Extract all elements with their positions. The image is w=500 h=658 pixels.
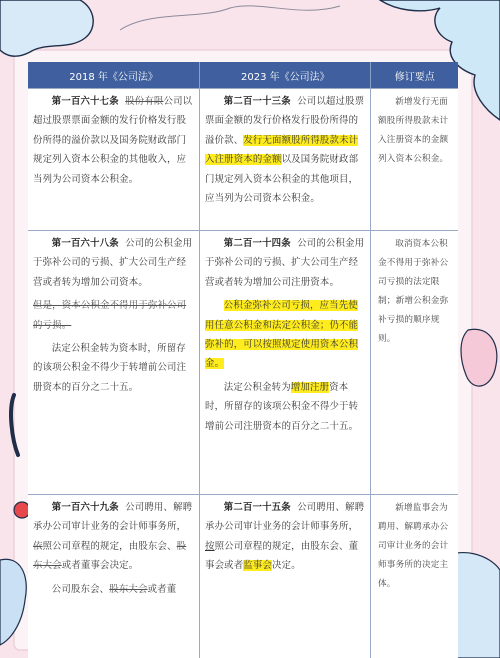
article-text: 以及国务院财政部门规定列入资本公积金的其他项目，应当列为公司资本公积金。 [205, 154, 359, 205]
article-text: 公司的公积金用于弥补公司的亏损、扩大公司生产经营或者转为增加公司资本。 [33, 238, 193, 288]
highlighted-text: 发行无面额股所得股款未计入注册资本的金额 [205, 134, 359, 166]
article-text: 决定。 [272, 560, 301, 572]
revision-note [371, 89, 458, 230]
article-text: 公司聘用、解聘承办公司审计业务的会计师事务所， [33, 502, 193, 533]
highlighted-text: 公积金弥补公司亏损，应当先使用任意公积金和法定公积金；仍不能弥补的，可以按照规定使用资本公积金。 [205, 300, 359, 370]
article-text: 公司以超过股票票面金额的发行价格发行股份所得的溢价款、 [205, 96, 365, 146]
old-article-168 [28, 231, 200, 494]
article-text: 法定公积金转为资本时，所留存的该项公积金不得少于转增前公司注册资本的百分之二十五。 [33, 343, 187, 393]
article-text: 法定公积金转为 [223, 381, 291, 393]
header-2023: 2023 年《公司法》 [200, 62, 371, 88]
article-title: 第一百六十七条 [51, 96, 119, 107]
article-text: 照公司章程的规定，由股东会、 [42, 540, 177, 552]
article-text: 或者董事会决定。 [61, 560, 139, 572]
article-text: 资本时，所留存的该项公积金不得少于转增前公司注册资本的百分之二十五。 [205, 381, 359, 432]
comparison-document [28, 62, 458, 658]
table-row [28, 230, 458, 494]
article-text: 公司股东会、 [51, 583, 110, 595]
article-title: 第一百六十八条 [51, 238, 119, 249]
deleted-text: 股份有限 [125, 96, 164, 107]
article-text: 照公司章程的规定，由股东会、董事会或者 [205, 540, 359, 572]
article-text: 公司以超过股票票面金额的发行价格发行股份所得的溢价款以及国务院财政部门规定列入资本公积金的其他收入，应当列为公司资本公积金。 [33, 96, 193, 185]
note-text: 新增监事会为聘用、解聘承办公司审计业务的会计师事务所的决定主体。 [378, 503, 449, 589]
header-notes: 修订要点 [394, 71, 435, 83]
note-text: 取消资本公积金不得用于弥补公司亏损的法定限制；新增公积金弥补亏损的顺序规则。 [378, 239, 449, 344]
old-article-169 [28, 495, 200, 658]
article-text: 公司的公积金用于弥补公司的亏损、扩大公司生产经营或者转为增加公司注册资本。 [205, 238, 365, 288]
table-row [28, 88, 458, 230]
article-title: 第二百一十三条 [223, 96, 291, 107]
deleted-text: 依 [33, 540, 43, 552]
new-article-214 [200, 231, 371, 494]
new-article-213 [200, 89, 371, 230]
article-title: 第二百一十五条 [223, 502, 291, 513]
revision-note [371, 495, 458, 658]
highlighted-text: 监事会 [243, 560, 273, 572]
deleted-text: 但是，资本公积金不得用于弥补公司的亏损。 [33, 300, 187, 331]
header-2018: 2018 年《公司法》 [28, 62, 200, 88]
old-article-167 [28, 89, 200, 230]
table-row [28, 494, 458, 658]
article-text: 公司聘用、解聘承办公司审计业务的会计师事务所， [205, 502, 365, 533]
note-text: 新增发行无面额股所得股款未计入注册资本的金额列入资本公积金。 [378, 97, 449, 164]
underlined-text: 按 [205, 540, 215, 552]
highlighted-text: 增加注册 [290, 381, 330, 393]
deleted-text: 股东大会 [33, 540, 187, 572]
revision-note [371, 231, 458, 494]
new-article-215 [200, 495, 371, 658]
article-text: 或者董 [147, 583, 177, 595]
article-title: 第一百六十九条 [51, 502, 119, 513]
deleted-text: 股东大会 [109, 583, 148, 595]
article-title: 第二百一十四条 [223, 238, 291, 249]
table-header [28, 62, 458, 88]
